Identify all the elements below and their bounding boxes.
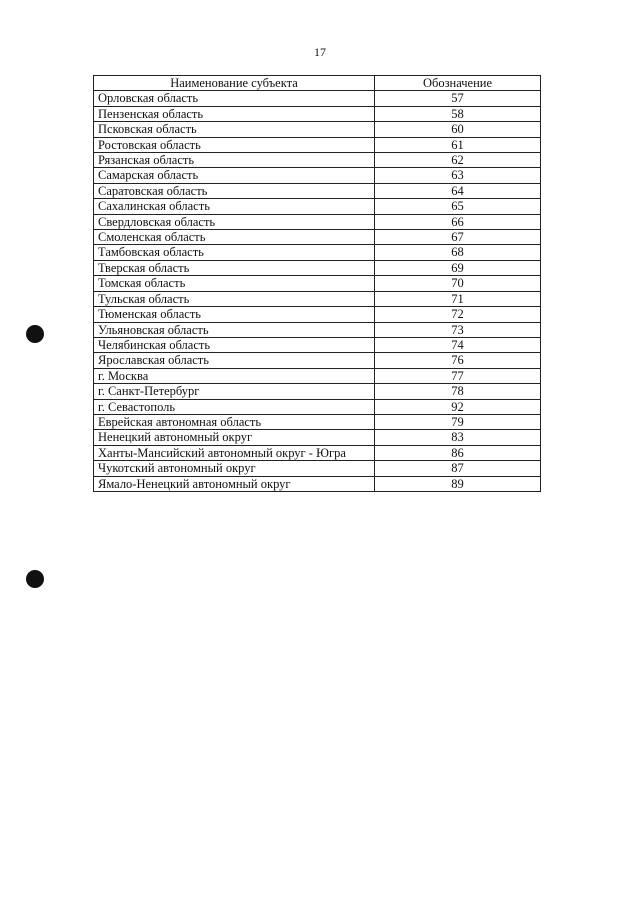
punch-hole-mark [26,570,44,588]
column-header-name: Наименование субъекта [94,76,375,91]
subject-name-cell: Ульяновская область [94,322,375,337]
subject-code-cell: 68 [375,245,541,260]
subject-name-cell: Тульская область [94,291,375,306]
table-row [94,414,541,429]
table-row [94,183,541,198]
table-row [94,153,541,168]
subject-code-cell: 78 [375,384,541,399]
subject-name-cell: Пензенская область [94,106,375,121]
subject-name-cell: Псковская область [94,122,375,137]
subject-code-cell: 57 [375,91,541,106]
subject-name-cell: Тамбовская область [94,245,375,260]
subject-name-cell: Самарская область [94,168,375,183]
subject-code-cell: 79 [375,414,541,429]
subject-code-cell: 89 [375,476,541,491]
subject-code-cell: 67 [375,230,541,245]
subject-code-cell: 63 [375,168,541,183]
subjects-table [93,75,541,492]
subject-code-cell: 92 [375,399,541,414]
subject-code-cell: 83 [375,430,541,445]
subject-name-cell: Тюменская область [94,307,375,322]
subject-name-cell: г. Москва [94,368,375,383]
table-body [94,91,541,492]
subject-name-cell: Сахалинская область [94,199,375,214]
subject-name-cell: Еврейская автономная область [94,414,375,429]
column-header-code: Обозначение [375,76,541,91]
subject-code-cell: 69 [375,260,541,275]
punch-hole-mark [26,325,44,343]
subject-name-cell: Ямало-Ненецкий автономный округ [94,476,375,491]
subject-code-cell: 87 [375,461,541,476]
table-row [94,245,541,260]
table-row [94,430,541,445]
table-row [94,137,541,152]
subject-name-cell: Тверская область [94,260,375,275]
subject-name-cell: Саратовская область [94,183,375,198]
subject-name-cell: Челябинская область [94,337,375,352]
subject-code-cell: 76 [375,353,541,368]
subject-code-cell: 74 [375,337,541,352]
subject-code-cell: 64 [375,183,541,198]
subject-code-cell: 70 [375,276,541,291]
table-row [94,353,541,368]
table-row [94,168,541,183]
subject-code-cell: 72 [375,307,541,322]
subject-name-cell: Ханты-Мансийский автономный округ - Югра [94,445,375,460]
table-row [94,214,541,229]
subject-code-cell: 77 [375,368,541,383]
table-row [94,399,541,414]
page-number: 17 [314,45,326,59]
table-row [94,445,541,460]
subject-name-cell: Смоленская область [94,230,375,245]
table-row [94,368,541,383]
table-row [94,122,541,137]
subject-name-cell: Чукотский автономный округ [94,461,375,476]
subject-code-cell: 58 [375,106,541,121]
subject-name-cell: Ненецкий автономный округ [94,430,375,445]
subject-name-cell: Томская область [94,276,375,291]
subject-code-cell: 61 [375,137,541,152]
subject-name-cell: Ярославская область [94,353,375,368]
table-row [94,106,541,121]
table-header-row [94,76,541,91]
table-row [94,476,541,491]
subject-code-cell: 73 [375,322,541,337]
table-row [94,91,541,106]
table-row [94,291,541,306]
subject-code-cell: 60 [375,122,541,137]
subject-code-cell: 65 [375,199,541,214]
table-row [94,260,541,275]
subject-name-cell: Рязанская область [94,153,375,168]
subject-name-cell: г. Севастополь [94,399,375,414]
subject-code-cell: 71 [375,291,541,306]
subject-code-cell: 66 [375,214,541,229]
subject-name-cell: Свердловская область [94,214,375,229]
subject-name-cell: Орловская область [94,91,375,106]
subject-name-cell: Ростовская область [94,137,375,152]
table-row [94,461,541,476]
table-row [94,199,541,214]
table-row [94,307,541,322]
table-row [94,276,541,291]
table-row [94,337,541,352]
table-row [94,384,541,399]
subject-name-cell: г. Санкт-Петербург [94,384,375,399]
table-row [94,230,541,245]
subject-code-cell: 86 [375,445,541,460]
table-row [94,322,541,337]
subject-code-cell: 62 [375,153,541,168]
